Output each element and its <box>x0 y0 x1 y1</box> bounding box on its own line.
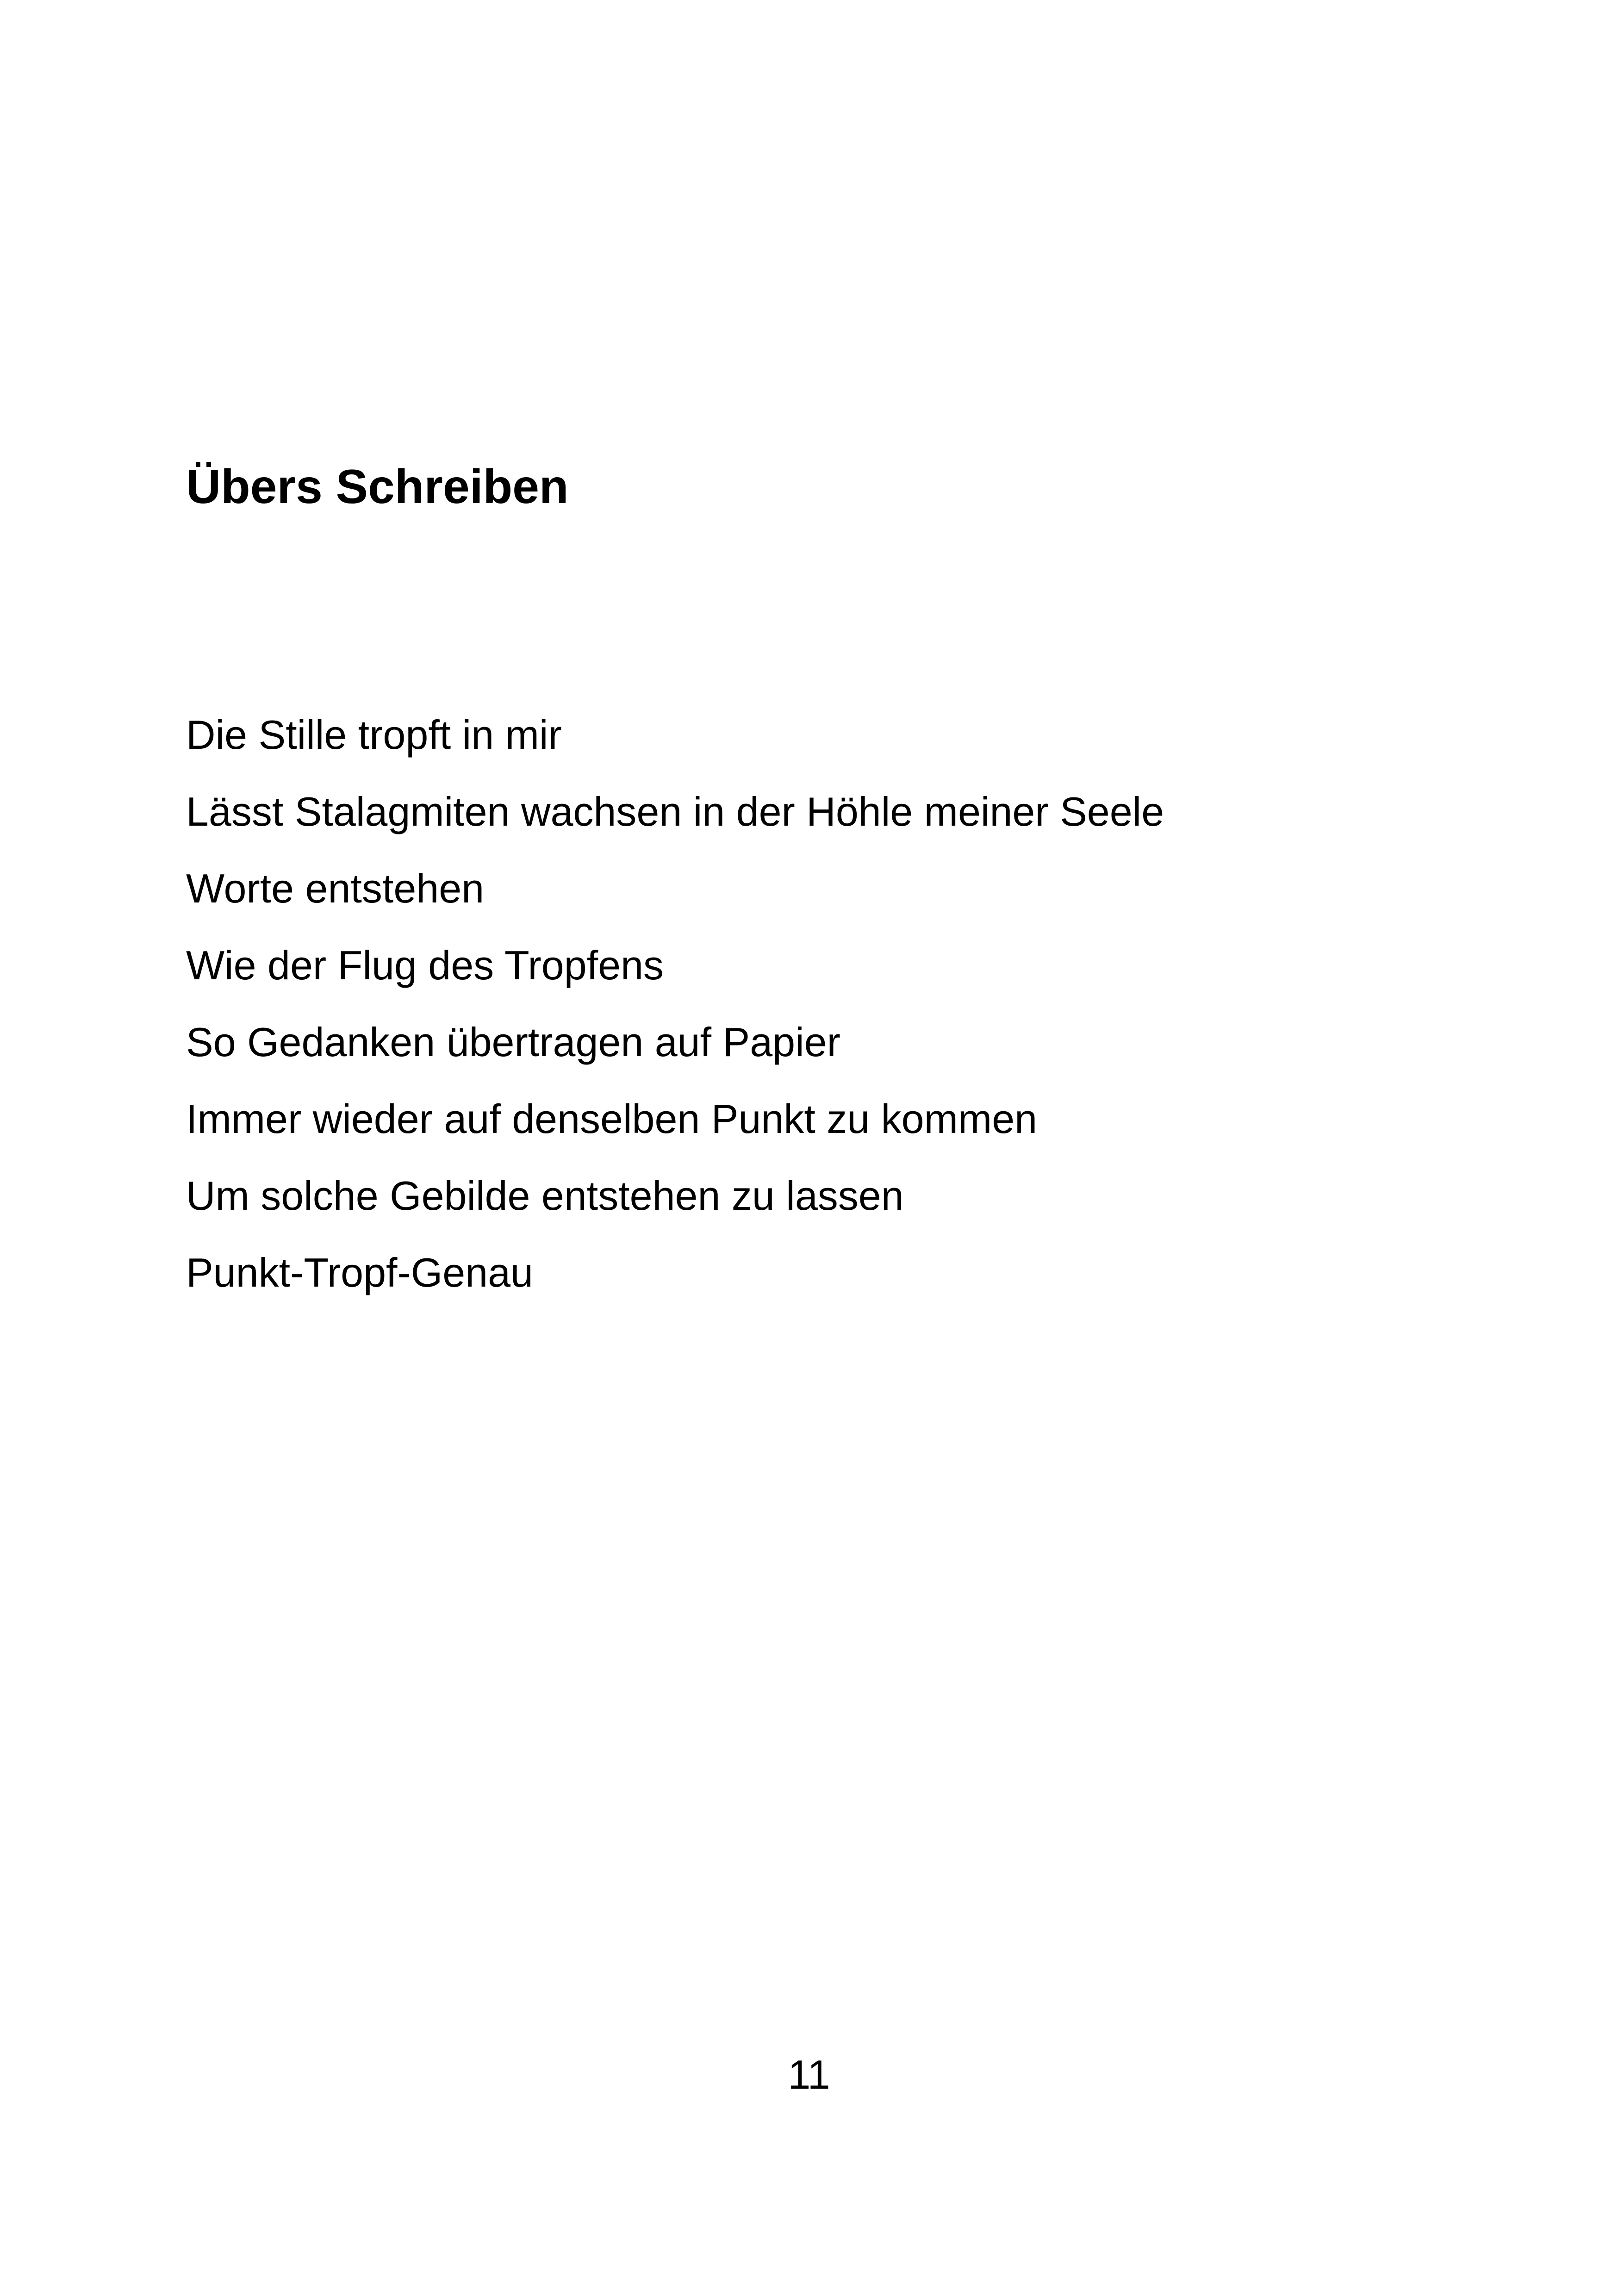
poem-body <box>186 697 1164 1311</box>
page-number: 11 <box>788 2052 830 2097</box>
poem-line: Wie der Flug des Tropfens <box>186 942 664 988</box>
poem-line: Punkt-Tropf-Genau <box>186 1250 533 1295</box>
poem-line: Worte entstehen <box>186 865 485 911</box>
poem-line: So Gedanken übertragen auf Papier <box>186 1019 840 1065</box>
poem-line: Die Stille tropft in mir <box>186 712 562 758</box>
poem-line: Lässt Stalagmiten wachsen in der Höhle meiner Seele <box>186 789 1164 834</box>
poem-line: Immer wieder auf denselben Punkt zu kommen <box>186 1096 1038 1142</box>
poem-line: Um solche Gebilde entstehen zu lassen <box>186 1173 904 1219</box>
page-title: Übers Schreiben <box>186 460 569 514</box>
